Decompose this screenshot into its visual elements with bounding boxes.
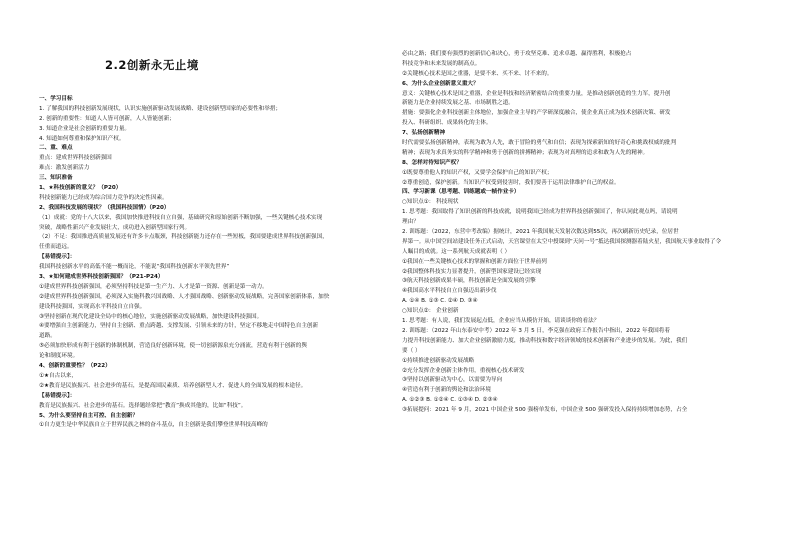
right-text-line: 6、为什么企业创新意义重大？ — [402, 80, 479, 87]
right-column — [402, 50, 756, 416]
left-text-line: 建设科技强国，实现高水平科技自立自强。 — [39, 303, 146, 310]
left-text-line: 科技创新能力已经成为综合国力竞争的决定性因素。 — [39, 194, 168, 201]
right-text-line: ①我国在一些关键核心技术的掌握和创新方面位于世界前列 — [402, 258, 547, 265]
right-text-line: 必由之路；我们要有强烈的创新信心和决心，勇于攻坚克难、追求卓越、赢得胜利，积极抢占 — [402, 51, 632, 57]
right-text-line: ①既要尊重他人的知识产权，又要学会保护自己的知识产权； — [402, 169, 553, 176]
right-text-line: 措施：要强化企业科技创新主体地位，加强企业主导的产学研深度融合，使企业真正成为技术创新决策、研发 — [402, 110, 671, 117]
left-text-line: ⑤必须加快形成有利于创新的体制机制，营造良好创新环境，使一切创新源泉充分涌流，营造有利于创新的舆 — [39, 343, 307, 350]
left-text-line: 3. 知道企业是社会创新的重要力量。 — [39, 125, 131, 132]
left-text-line: ③坚持创新在现代化建设全局中的核心地位，实施创新驱动发展战略，加快建设科技强国。 — [39, 313, 263, 320]
left-text-line: 我国科技创新水平的高低不能一概而论，不能说“我国科技创新水平领先世界” — [39, 264, 230, 271]
left-text-line: ④要增强自主创新能力，坚持自主创新、重点跨越、支撑发展、引领未来的方针，坚定不移地走中国特色自主创新 — [39, 323, 319, 330]
right-text-line: ○知识点②： 企业创新 — [402, 308, 459, 315]
left-text-line: （2）不足：我国推进高质量发展还有许多卡点瓶颈，科技创新能力还存在一些短板，我国要建成世界科技创新强国， — [39, 234, 328, 241]
right-text-line: 2. 训练题：（2022 年山东泰安中考）2022 年 3 月 5 日，李克强在政府工作报告中指出，2022 年我国将着 — [402, 327, 670, 334]
right-text-line: ④我国高水平科技自立自强迈出新步伐 — [402, 288, 497, 295]
right-text-line: 界第一。从中国空间站建设任务正式启动，天宫课堂在太空中授课到“天问一号”抵达我国探测器着陆火星，我国航天事业取得了令 — [402, 238, 722, 245]
right-text-line: 新能力是企业持续发展之基、市场制胜之道。 — [402, 100, 514, 107]
left-text-line: ②★教育是民族振兴、社会进步的基石，是提高国民素质、培养创新型人才、促进人的全面发展的根本途径。 — [39, 382, 307, 389]
left-text-line: 二、重、难点 — [39, 145, 73, 152]
right-text-line: 要（ ） — [402, 347, 421, 354]
document-title: 2.2创新永无止境 — [105, 58, 199, 72]
left-text-line: （1）成就：党的十八大以来，我国加快推进科技自立自强，基础研究和原始创新不断加强，一些关键核心技术实现 — [39, 214, 323, 221]
right-text-line: ②充分发挥企业创新主体作用，重视核心技术研发 — [402, 367, 525, 374]
right-text-line: ③拓展提问：2021 年 9 月，2021 中国企业 500 强榜单发布，中国企业 500 强研发投入保持持续增加态势，占全 — [402, 407, 688, 414]
left-text-line: 任重而道远。 — [39, 244, 73, 251]
right-text-line: 意义：关键核心技术是国之重器，企业是科技和经济紧密结合的重要力量，是推动创新创造的生力军，提升创 — [402, 90, 671, 97]
left-text-line: 突破，战略性新兴产业发展壮大，成功进入创新型国家行列。 — [39, 224, 191, 231]
right-text-line: ②尊重创造，保护创新。当知识产权受到侵害时，我们要善于运用法律维护自己的权益。 — [402, 179, 620, 186]
right-text-line: 精神；表现为求真务实的科学精神和勇于创新的拼搏精神；表现为对真理的追求和敢为人先的精神。 — [402, 149, 649, 156]
left-text-line: 三、知识准备 — [39, 175, 73, 182]
left-text-line: 教育是民族振兴、社会进步的基石。选择题经常把“教育”换成其他的，比如“科技”。 — [39, 402, 247, 409]
left-text-line: ①建成世界科技创新强国，必须坚持科技是第一生产力、人才是第一资源、创新是第一动力。 — [39, 283, 268, 290]
left-text-line: ①自力更生是中华民族自立于世界民族之林的奋斗基点，自主创新是我们攀登世界科技高峰的 — [39, 422, 268, 429]
left-text-line: 道路。 — [39, 333, 56, 340]
right-text-line: 时代需要弘扬创新精神，表现为敢为人先，敢于冒险的勇气和自信；表现为探索新知的好奇心和挑战权威的批判 — [402, 140, 677, 147]
right-text-line: ③坚持以创新驱动为中心，以需要为导向 — [402, 377, 503, 384]
right-text-line: ○知识点①： 科技现状 — [402, 199, 459, 206]
left-text-line: 2、我国科技发展的现状？（我国科技国情）（P20） — [39, 204, 170, 211]
left-text-line: ①★自古以来， — [39, 372, 77, 379]
right-text-line: 2. 训练题：（2022，东营中考改编）据统计，2021 年我国航天发射次数达到55次，再次刷新历史纪录，位居世 — [402, 229, 679, 236]
right-text-line: A. ①④ B. ①③ C. ②④ D. ③④ — [402, 298, 478, 305]
right-text-line: ①持续推进创新驱动发展战略 — [402, 357, 475, 364]
right-text-line: 理由？ — [402, 219, 419, 226]
left-text-line: 【易错提示】： — [39, 392, 76, 399]
left-text-line: 重点：建成世界科技创新强国 — [39, 155, 112, 162]
right-text-line: 科技竞争和未来发展的制高点。 — [402, 60, 481, 67]
right-text-line: ②我国整体科技实力显著提升，创新型国家建设已经实现 — [402, 268, 542, 275]
right-text-line: 1. 思考题：有人说，我们发展起点低，企业应当从模仿开始，请谈谈你的看法？ — [402, 318, 600, 325]
right-text-line: 人瞩目的成就。这一系列航天成就表明（ ） — [402, 248, 511, 255]
right-text-line: ②关键核心技术是国之重器，是要不来、买不来、讨不来的。 — [402, 70, 553, 77]
right-text-line: 8、怎样对待知识产权？ — [402, 159, 462, 166]
right-text-line: A. ①②③ B. ①②④ C. ①③④ D. ②③④ — [402, 397, 498, 404]
left-text-line: 【易错提示】： — [39, 254, 76, 261]
left-text-line: 1、★科技创新的意义？（P20） — [39, 185, 122, 192]
left-text-line: 难点：激发创新活力 — [39, 165, 90, 172]
right-text-line: 力提升科技创新能力、加大企业创新激励力度，推动科技和数字经济领域的技术创新和产业进步的发展。为此，我们 — [402, 337, 688, 344]
left-text-line: 4、创新的重要性？（P22） — [39, 363, 111, 370]
left-text-line: 4. 知道如何尊重和保护知识产权。 — [39, 135, 125, 142]
right-text-line: 投入、科研组织、成果转化的主体。 — [402, 120, 492, 127]
right-text-line: 四、学习新课（思考题、训练题或一帧作业卡） — [402, 189, 520, 196]
left-text-line: ②建成世界科技创新强国，必须深入实施科教兴国战略、人才强国战略、创新驱动发展战略，完善国家创新体系，加快 — [39, 293, 330, 300]
right-text-line: 7、弘扬创新精神 — [402, 130, 446, 137]
left-text-line: 论和制度环境。 — [39, 353, 79, 360]
left-text-line: 1. 了解我国的科技创新发展现状，认识实施创新驱动发展战略、建设创新型国家的必要性和举措； — [39, 105, 282, 112]
left-column — [39, 95, 396, 431]
left-text-line: 一、学习目标 — [39, 96, 73, 102]
right-text-line: ③航天科技创新成果丰硕，科技创新是全面发展的引擎 — [402, 278, 536, 285]
right-text-line: ④营造有利于创新的舆论和法治环境 — [402, 387, 491, 394]
left-text-line: 5、为什么要坚持自主可控、自主创新？ — [39, 412, 138, 419]
left-text-line: 2. 创新的重要性：知道人人皆可创新，人人皆能创新； — [39, 115, 175, 122]
left-text-line: 3、★如何建成世界科技创新强国？（P21-P24） — [39, 274, 164, 281]
right-text-line: 1. 思考题：我国取得了知识创新的科技成就，说明我国已经成为世界科技创新强国了，你认同此观点吗，请说明 — [402, 209, 678, 216]
